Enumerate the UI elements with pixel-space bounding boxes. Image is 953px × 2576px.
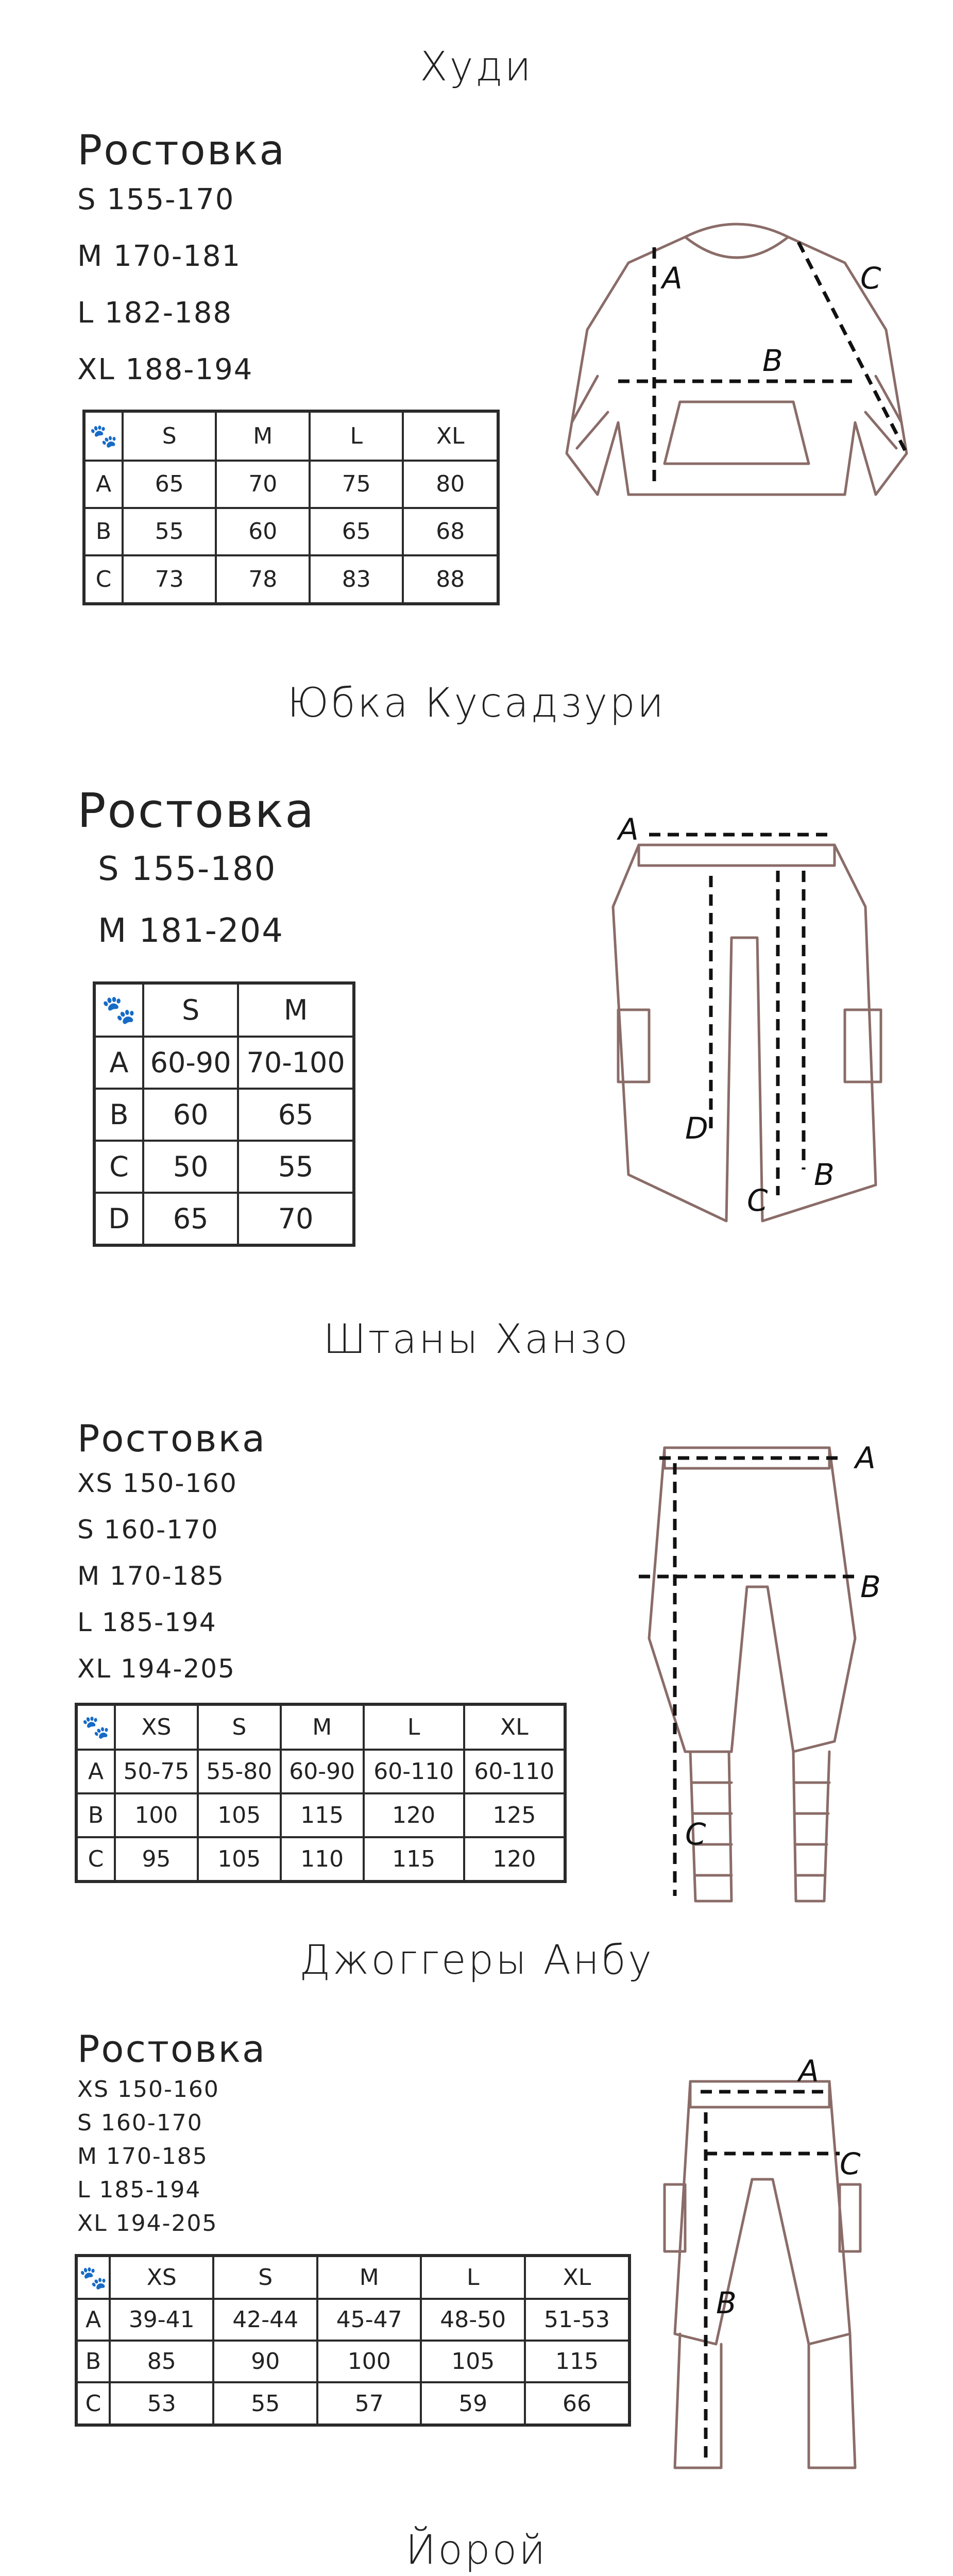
size-range: S 155-180 [98, 850, 277, 888]
size-range: XS 150-160 [77, 2076, 219, 2103]
table-cell: C [94, 1141, 143, 1193]
table-cell: B [76, 1793, 115, 1837]
table-cell: 65 [143, 1193, 238, 1245]
table-header-cell: S [143, 983, 238, 1037]
table-cell: 83 [310, 555, 403, 604]
sizing-heading: Ростовка [77, 1417, 267, 1460]
marker-label: B [716, 2285, 737, 2320]
table-cell: 115 [364, 1837, 464, 1882]
table-cell: C [76, 2382, 110, 2425]
table-cell: 42-44 [213, 2299, 317, 2341]
size-range: L 185-194 [77, 1607, 217, 1637]
table-cell: 65 [310, 508, 403, 555]
table-header-cell: M [238, 983, 354, 1037]
table-cell: 55-80 [198, 1750, 281, 1793]
table-cell: 65 [123, 461, 216, 508]
table-cell: 75 [310, 461, 403, 508]
size-table [93, 981, 355, 1247]
table-cell: 50 [143, 1141, 238, 1193]
product-title: Юбка Кусадзури [287, 680, 666, 726]
product-title: Штаны Ханзо [323, 1316, 630, 1363]
table-header-cell: XS [110, 2256, 213, 2299]
paw-icon: 🐾 [76, 1704, 115, 1750]
table-cell: 51-53 [525, 2299, 629, 2341]
table-header-cell: L [364, 1704, 464, 1750]
table-cell: 70 [216, 461, 309, 508]
size-range: M 170-185 [77, 1561, 225, 1591]
table-header-cell: M [317, 2256, 421, 2299]
table-cell: 60-110 [364, 1750, 464, 1793]
table-cell: 45-47 [317, 2299, 421, 2341]
table-cell: 55 [238, 1141, 354, 1193]
table-header-row [94, 983, 354, 1037]
table-header-cell: XL [525, 2256, 629, 2299]
marker-label: A [798, 2054, 819, 2089]
size-range: XL 188-194 [77, 353, 253, 386]
marker-label: C [685, 1817, 706, 1852]
table-row [84, 555, 498, 604]
table-row [94, 1141, 354, 1193]
table-cell: 120 [364, 1793, 464, 1837]
sizing-heading: Ростовка [77, 126, 286, 174]
size-range: M 181-204 [98, 912, 284, 950]
table-cell: B [84, 508, 123, 555]
table-row [94, 1037, 354, 1089]
table-cell: C [84, 555, 123, 604]
hanzo-pants-illustration [618, 1422, 886, 1911]
table-cell: 78 [216, 555, 309, 604]
table-header-cell: S [198, 1704, 281, 1750]
table-cell: 55 [123, 508, 216, 555]
marker-label: C [840, 2146, 861, 2181]
table-row [76, 2382, 629, 2425]
table-header-cell: L [310, 411, 403, 461]
table-cell: 88 [403, 555, 498, 604]
table-header-cell: S [123, 411, 216, 461]
table-cell: 60-90 [143, 1037, 238, 1089]
table-cell: 55 [213, 2382, 317, 2425]
size-range: S 160-170 [77, 2110, 203, 2136]
table-cell: A [76, 1750, 115, 1793]
size-range: M 170-181 [77, 240, 242, 273]
table-header-cell: XL [464, 1704, 565, 1750]
table-cell: A [94, 1037, 143, 1089]
size-table [75, 2254, 631, 2427]
table-cell: 100 [317, 2341, 421, 2382]
marker-label: A [855, 1440, 876, 1476]
table-row [94, 1193, 354, 1245]
size-range: M 170-185 [77, 2143, 208, 2170]
size-range: L 185-194 [77, 2177, 201, 2203]
table-cell: 59 [421, 2382, 524, 2425]
table-row [76, 1793, 565, 1837]
table-row [76, 2299, 629, 2341]
size-range: XL 194-205 [77, 2210, 218, 2236]
table-cell: B [94, 1089, 143, 1141]
table-header-cell: XS [115, 1704, 198, 1750]
table-cell: 105 [198, 1793, 281, 1837]
size-table [75, 1703, 567, 1883]
table-cell: 50-75 [115, 1750, 198, 1793]
size-range: S 155-170 [77, 183, 235, 216]
sizing-heading: Ростовка [77, 2027, 267, 2071]
table-row [76, 1750, 565, 1793]
table-cell: 70 [238, 1193, 354, 1245]
product-title: Худи [420, 44, 533, 90]
table-cell: 105 [421, 2341, 524, 2382]
size-table [82, 410, 500, 605]
table-row [84, 461, 498, 508]
marker-label: A [618, 812, 639, 847]
paw-icon: 🐾 [94, 983, 143, 1037]
table-cell: 65 [238, 1089, 354, 1141]
size-range: S 160-170 [77, 1515, 219, 1545]
table-header-row [76, 2256, 629, 2299]
table-cell: 85 [110, 2341, 213, 2382]
marker-label: D [685, 1111, 708, 1146]
table-header-cell: L [421, 2256, 524, 2299]
table-cell: 53 [110, 2382, 213, 2425]
marker-label: C [747, 1183, 768, 1218]
table-cell: 105 [198, 1837, 281, 1882]
paw-icon: 🐾 [84, 411, 123, 461]
anbu-joggers-illustration [644, 2056, 881, 2473]
table-cell: 60-110 [464, 1750, 565, 1793]
table-header-row [76, 1704, 565, 1750]
size-range: XS 150-160 [77, 1468, 237, 1498]
table-row [94, 1089, 354, 1141]
table-cell: A [76, 2299, 110, 2341]
table-header-cell: S [213, 2256, 317, 2299]
table-cell: 68 [403, 508, 498, 555]
table-cell: 57 [317, 2382, 421, 2425]
table-header-cell: XL [403, 411, 498, 461]
table-row [76, 1837, 565, 1882]
table-cell: 60 [216, 508, 309, 555]
marker-label: A [662, 261, 683, 296]
table-cell: 100 [115, 1793, 198, 1837]
product-title: Джоггеры Анбу [299, 1937, 654, 1984]
table-cell: 60 [143, 1089, 238, 1141]
table-cell: 39-41 [110, 2299, 213, 2341]
table-header-cell: M [216, 411, 309, 461]
table-cell: 115 [281, 1793, 364, 1837]
table-cell: 60-90 [281, 1750, 364, 1793]
table-row [76, 2341, 629, 2382]
table-cell: 120 [464, 1837, 565, 1882]
marker-label: C [860, 261, 881, 296]
table-cell: 70-100 [238, 1037, 354, 1089]
table-cell: 66 [525, 2382, 629, 2425]
table-cell: 125 [464, 1793, 565, 1837]
table-header-cell: M [281, 1704, 364, 1750]
table-cell: 95 [115, 1837, 198, 1882]
table-cell: C [76, 1837, 115, 1882]
size-range: XL 194-205 [77, 1654, 235, 1684]
table-cell: 80 [403, 461, 498, 508]
size-range: L 182-188 [77, 296, 232, 330]
product-title: Йорой [405, 2527, 548, 2573]
table-cell: 115 [525, 2341, 629, 2382]
sizing-heading: Ростовка [77, 783, 316, 838]
table-cell: 110 [281, 1837, 364, 1882]
paw-icon: 🐾 [76, 2256, 110, 2299]
table-row [84, 508, 498, 555]
table-header-row [84, 411, 498, 461]
table-cell: B [76, 2341, 110, 2382]
table-cell: 90 [213, 2341, 317, 2382]
table-cell: A [84, 461, 123, 508]
table-cell: 73 [123, 555, 216, 604]
table-cell: 48-50 [421, 2299, 524, 2341]
marker-label: B [814, 1157, 835, 1192]
marker-label: B [762, 343, 783, 378]
table-cell: D [94, 1193, 143, 1245]
marker-label: B [860, 1569, 881, 1604]
hoodie-illustration [556, 206, 917, 536]
skirt-illustration [608, 814, 886, 1226]
